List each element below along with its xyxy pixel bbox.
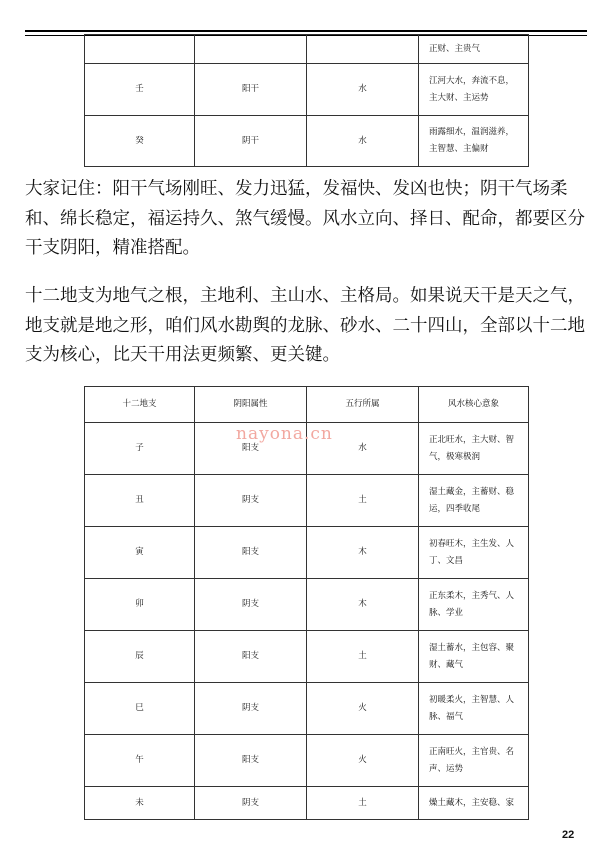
polarity-cell: 阳支 — [195, 423, 307, 475]
stem-cell — [85, 35, 195, 64]
table-row — [85, 579, 529, 631]
polarity-cell: 阴支 — [195, 579, 307, 631]
table-header-row — [85, 387, 529, 423]
branch-cell: 子 — [85, 423, 195, 475]
polarity-cell — [195, 35, 307, 64]
table-row — [85, 787, 529, 820]
meaning-cell: 初暖柔火，主智慧、人脉、福气 — [419, 683, 529, 735]
meaning-cell: 正南旺火，主官贵、名声、运势 — [419, 735, 529, 787]
element-cell: 水 — [307, 64, 419, 116]
polarity-cell: 阴支 — [195, 475, 307, 527]
meaning-cell: 湿土藏金，主蓄财、稳运，四季收尾 — [419, 475, 529, 527]
meaning-cell: 燥土藏木，主安稳、家 — [419, 787, 529, 820]
meaning-cell: 正财、主贵气 — [419, 35, 529, 64]
page-number: 22 — [562, 829, 575, 841]
element-cell: 土 — [307, 475, 419, 527]
polarity-cell: 阴干 — [195, 116, 307, 167]
meaning-cell: 湿土蓄水，主包容、聚财、藏气 — [419, 631, 529, 683]
meaning-cell: 正北旺水，主大财、智气，极寒极润 — [419, 423, 529, 475]
element-cell: 木 — [307, 527, 419, 579]
polarity-cell: 阴支 — [195, 787, 307, 820]
element-cell: 水 — [307, 423, 419, 475]
polarity-cell: 阳支 — [195, 631, 307, 683]
branch-cell: 未 — [85, 787, 195, 820]
header-rule-thick — [25, 30, 587, 32]
element-cell: 火 — [307, 735, 419, 787]
table-row — [85, 64, 529, 116]
paragraph-twelve-branches: 十二地支为地气之根，主地利、主山水、主格局。如果说天干是天之气，地支就是地之形，咱们风水勘舆的龙脉、砂水、二十四山，全部以十二地支为核心，比天干用法更频繁、更关键。 — [25, 286, 585, 365]
element-cell: 木 — [307, 579, 419, 631]
table-row — [85, 527, 529, 579]
table-row — [85, 35, 529, 64]
header-element: 五行所属 — [307, 387, 419, 423]
element-cell — [307, 35, 419, 64]
element-cell: 土 — [307, 787, 419, 820]
table-row — [85, 116, 529, 167]
meaning-cell: 江河大水，奔流不息，主大财、主运势 — [419, 64, 529, 116]
meaning-cell: 初春旺木，主生发、人丁、文昌 — [419, 527, 529, 579]
element-cell: 火 — [307, 683, 419, 735]
stem-cell: 癸 — [85, 116, 195, 167]
table-row — [85, 631, 529, 683]
polarity-cell: 阴支 — [195, 683, 307, 735]
branch-cell: 丑 — [85, 475, 195, 527]
branch-cell: 寅 — [85, 527, 195, 579]
meaning-cell: 雨露细水，温润滋养，主智慧、主偏财 — [419, 116, 529, 167]
stems-table-continued — [84, 34, 529, 167]
header-branch: 十二地支 — [85, 387, 195, 423]
table-row — [85, 683, 529, 735]
header-polarity: 阴阳属性 — [195, 387, 307, 423]
table-row — [85, 475, 529, 527]
branch-cell: 午 — [85, 735, 195, 787]
polarity-cell: 阳支 — [195, 527, 307, 579]
meaning-cell: 正东柔木，主秀气、人脉、学业 — [419, 579, 529, 631]
branch-cell: 巳 — [85, 683, 195, 735]
header-meaning: 风水核心意象 — [419, 387, 529, 423]
polarity-cell: 阳支 — [195, 735, 307, 787]
polarity-cell: 阳干 — [195, 64, 307, 116]
element-cell: 水 — [307, 116, 419, 167]
paragraph-yin-yang-stems: 大家记住：阳干气场刚旺、发力迅猛，发福快、发凶也快；阴干气场柔和、绵长稳定，福运持久、煞气缓慢。风水立向、择日、配命，都要区分干支阴阳，精准搭配。 — [25, 179, 585, 258]
branch-cell: 卯 — [85, 579, 195, 631]
table-row — [85, 735, 529, 787]
branches-table — [84, 386, 529, 820]
watermark-text: nayona.cn — [236, 424, 333, 444]
branch-cell: 辰 — [85, 631, 195, 683]
element-cell: 土 — [307, 631, 419, 683]
stem-cell: 壬 — [85, 64, 195, 116]
